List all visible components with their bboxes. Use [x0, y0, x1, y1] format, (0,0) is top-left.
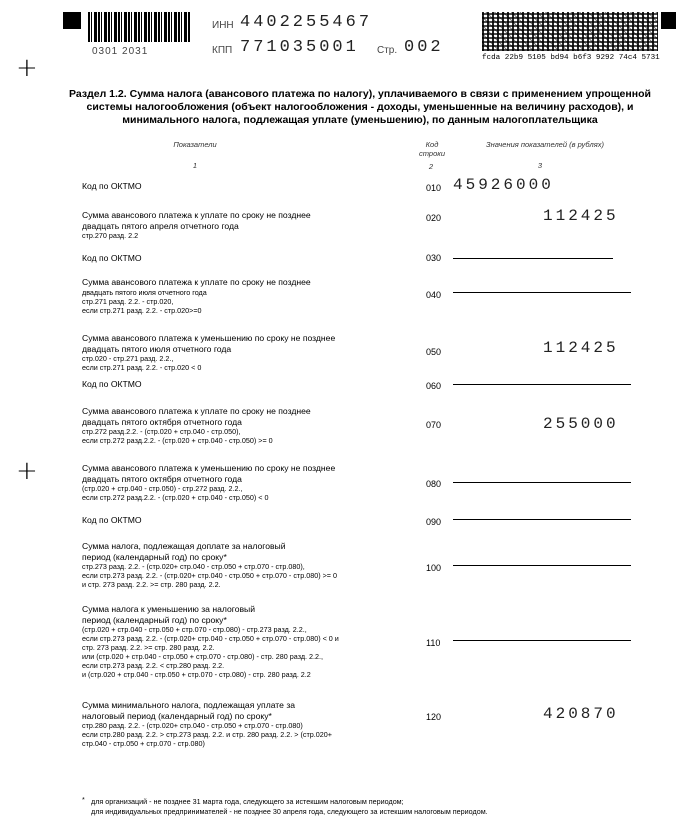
- inn-label: ИНН: [212, 20, 234, 31]
- row-formula: стр.273 разд. 2.2. - (стр.020+ стр.040 - стр.050 + стр.070 - стр.080),: [82, 562, 305, 571]
- row-empty-line: [453, 482, 631, 483]
- row-empty-line: [453, 384, 631, 385]
- table-row: [82, 463, 335, 502]
- table-row: [82, 253, 142, 264]
- row-formula: если стр.272 разд.2.2. - (стр.020 + стр.040 - стр.050) < 0: [82, 493, 269, 502]
- row-empty-line: [453, 292, 631, 293]
- row-formula: стр.280 разд. 2.2. - (стр.020+ стр.040 - стр.050 + стр.070 - стр.080): [82, 721, 303, 730]
- row-label: Сумма минимального налога, подлежащая уплате за: [82, 700, 296, 710]
- kpp-value: 771035001: [240, 38, 359, 57]
- row-formula: двадцать пятого июля отчетного года: [82, 287, 207, 297]
- footnote-line2: для индивидуальных предпринимателей - не позднее 30 апреля года, следующего за истекшим налоговым периодом.: [91, 807, 488, 816]
- row-formula: стр.020 - стр.271 разд. 2.2.,: [82, 354, 174, 363]
- row-value: 420870: [543, 705, 619, 723]
- row-empty-line: [453, 519, 631, 520]
- row-label: Код по ОКТМО: [82, 253, 142, 263]
- row-formula: стр.271 разд. 2.2. - стр.020,: [82, 296, 174, 306]
- inn-value: 4402255467: [240, 13, 373, 32]
- row-label: Код по ОКТМО: [82, 379, 142, 389]
- footnote-line1: для организаций - не позднее 31 марта года, следующего за истекшим налоговым периодом;: [91, 797, 404, 806]
- row-label: Сумма авансового платежа к уменьшению по сроку не позднее: [82, 463, 336, 473]
- row-code: 020: [426, 213, 442, 223]
- table-row: [82, 181, 142, 192]
- col-header-values: Значения показателей (в рублях): [486, 140, 604, 149]
- row-label: налоговый период (календарный год) по сроку*: [82, 710, 272, 721]
- row-empty-line: [453, 258, 613, 259]
- row-formula: если стр.271 разд. 2.2. - стр.020 < 0: [82, 363, 202, 372]
- kpp-label: КПП: [212, 45, 233, 56]
- row-value: 45926000: [453, 176, 554, 194]
- row-label: двадцать пятого октября отчетного года: [82, 416, 242, 427]
- row-label: Код по ОКТМО: [82, 515, 142, 525]
- barcode: [88, 12, 190, 42]
- matrix-code: [482, 12, 658, 51]
- row-formula: (стр.020 + стр.040 - стр.050) - стр.272 разд. 2.2.,: [82, 484, 243, 493]
- section-title: [60, 88, 660, 127]
- table-row: [82, 379, 142, 390]
- row-formula: или (стр.020 + стр.040 - стр.050 + стр.070 - стр.080) - стр. 280 разд. 2.2.,: [82, 652, 324, 661]
- row-label: период (календарный год) по сроку*: [82, 551, 227, 562]
- page-label: Стр.: [377, 45, 398, 56]
- row-formula: и (стр.020 + стр.040 - стр.050 + стр.070 - стр.080) - стр. 280 разд. 2.2: [82, 670, 311, 679]
- col-number-2: 2: [428, 162, 434, 171]
- row-label: двадцать пятого октября отчетного года: [82, 473, 242, 484]
- row-formula: (стр.020 + стр.040 - стр.050 + стр.070 - стр.080) - стр.273 разд. 2.2.,: [82, 625, 307, 634]
- row-formula: стр.270 разд. 2.2: [82, 231, 139, 240]
- row-code: 110: [426, 638, 441, 648]
- col-header-code-line2: строки: [419, 149, 445, 158]
- col-header-code-line1: Код: [425, 140, 439, 149]
- row-label: Сумма авансового платежа к уменьшению по сроку не позднее: [82, 333, 336, 343]
- row-code: 070: [426, 420, 442, 430]
- row-code: 050: [426, 347, 442, 357]
- registration-cross-middle: +: [16, 456, 38, 486]
- table-row: [82, 604, 339, 679]
- corner-marker-right: [661, 12, 676, 29]
- row-code: 030: [426, 253, 442, 263]
- row-formula: и стр. 273 разд. 2.2. >= стр. 280 разд. 2.2.: [82, 580, 221, 589]
- row-formula: если стр.271 разд. 2.2. - стр.020>=0: [82, 305, 202, 315]
- row-label: Сумма авансового платежа к уплате по сроку не позднее: [82, 406, 311, 416]
- row-formula: если стр.280 разд. 2.2. > стр.273 разд. 2.2. и стр. 280 разд. 2.2. > (стр.020+: [82, 730, 332, 739]
- row-code: 010: [426, 183, 442, 193]
- row-code: 090: [426, 517, 442, 527]
- row-label: Сумма авансового платежа к уплате по сроку не позднее: [82, 210, 311, 220]
- col-number-3: 3: [537, 161, 543, 170]
- row-formula: если стр.273 разд. 2.2. - (стр.020+ стр.040 - стр.050 + стр.070 - стр.080) >= 0: [82, 571, 337, 580]
- row-empty-line: [453, 565, 631, 566]
- row-code: 080: [426, 479, 442, 489]
- table-row: [82, 210, 311, 240]
- footnote-star: *: [82, 795, 85, 804]
- row-empty-line: [453, 640, 631, 641]
- section-title-line1: Раздел 1.2. Сумма налога (авансового платежа по налогу), уплачиваемого в связи с применением упрощенной: [69, 88, 651, 100]
- row-code: 100: [426, 563, 442, 573]
- matrix-code-text: fcda 22b9 5105 bd94 b6f3 9292 74c4 5731: [482, 54, 660, 62]
- table-row: [82, 333, 335, 372]
- row-label: Сумма налога, подлежащая доплате за налоговый: [82, 541, 286, 551]
- col-header-code: [412, 140, 452, 158]
- row-code: 040: [426, 290, 442, 300]
- row-label: двадцать пятого апреля отчетного года: [82, 220, 239, 231]
- row-label: период (календарный год) по сроку*: [82, 614, 227, 625]
- table-row: [82, 406, 311, 445]
- row-value: 255000: [543, 415, 619, 433]
- row-formula: стр.040 - стр.050 + стр.070 - стр.080): [82, 739, 205, 748]
- table-row: [82, 700, 332, 748]
- row-code: 120: [426, 712, 442, 722]
- row-label: Сумма авансового платежа к уплате по сроку не позднее: [82, 277, 311, 287]
- row-formula: если стр.273 разд. 2.2. - (стр.020+ стр.040 - стр.050 + стр.070 - стр.080) < 0 и: [82, 634, 339, 643]
- row-formula: если стр.273 разд. 2.2. < стр.280 разд. 2.2.: [82, 661, 225, 670]
- table-row: [82, 515, 142, 526]
- row-label: Сумма налога к уменьшению за налоговый: [82, 604, 256, 614]
- row-code: 060: [426, 381, 442, 391]
- section-title-line2: системы налогообложения (объект налогообложения - доходы, уменьшенные на величину расходов), и: [86, 101, 634, 113]
- table-row: [82, 277, 311, 315]
- row-formula: стр.272 разд.2.2. - (стр.020 + стр.040 - стр.050),: [82, 427, 241, 436]
- corner-marker-left: [63, 12, 81, 29]
- row-value: 112425: [543, 339, 619, 357]
- row-formula: стр. 273 разд. 2.2. >= стр. 280 разд. 2.2.: [82, 643, 215, 652]
- row-value: 112425: [543, 207, 619, 225]
- page-value: 002: [404, 38, 444, 57]
- section-title-line3: минимального налога, подлежащая уплате (уменьшению), по данным налогоплательщика: [122, 114, 598, 126]
- registration-cross-top: +: [16, 53, 38, 83]
- col-header-indicators: Показатели: [173, 140, 217, 149]
- table-row: [82, 541, 337, 589]
- row-formula: если стр.272 разд.2.2. - (стр.020 + стр.040 - стр.050) >= 0: [82, 436, 273, 445]
- col-number-1: 1: [192, 161, 198, 170]
- row-label: двадцать пятого июля отчетного года: [82, 343, 232, 354]
- row-label: Код по ОКТМО: [82, 181, 142, 191]
- barcode-number: 0301 2031: [92, 46, 149, 57]
- footnote: [91, 797, 488, 817]
